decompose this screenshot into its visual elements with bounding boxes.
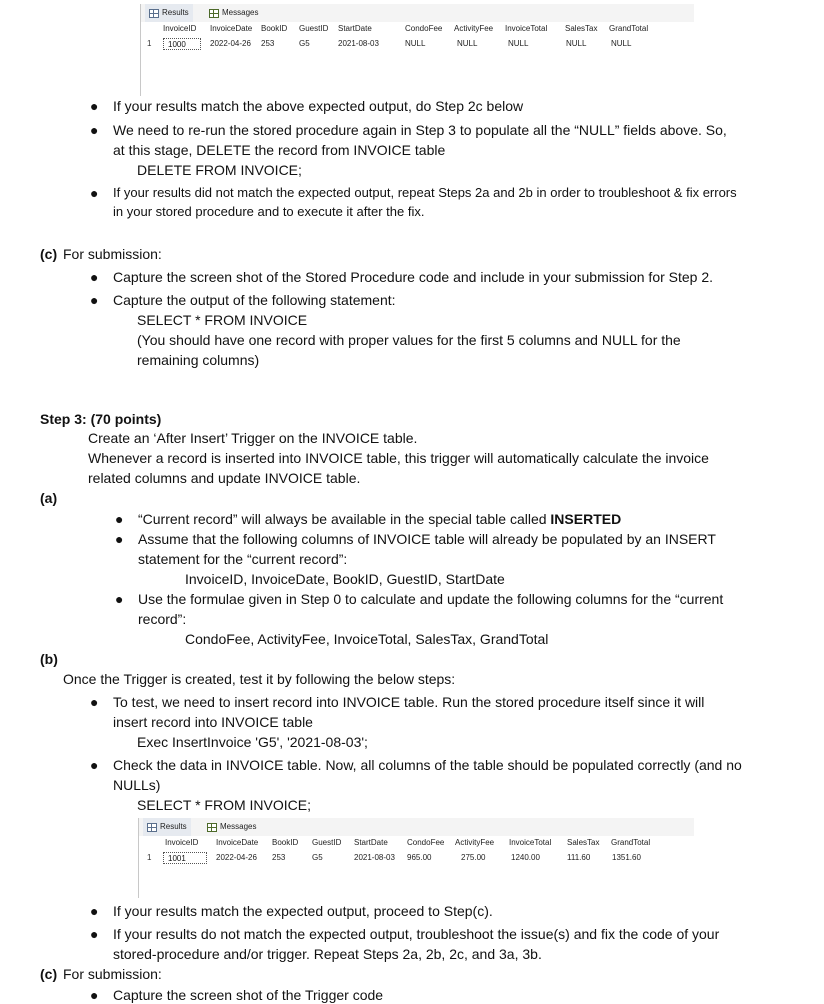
- step2-bullet-rerun-cont: at this stage, DELETE the record from INVOICE table: [113, 142, 446, 158]
- bullet-dot: ●: [90, 903, 99, 919]
- col-header[interactable]: GrandTotal: [609, 24, 649, 33]
- col-header[interactable]: StartDate: [354, 838, 388, 847]
- results-tabbar: [141, 4, 694, 22]
- table-cell[interactable]: 2021-08-03: [354, 853, 395, 862]
- step3-intro: Create an ‘After Insert’ Trigger on the INVOICE table.: [88, 430, 418, 446]
- table-cell[interactable]: 253: [272, 853, 286, 862]
- step3a-bullet-3-cont: record”:: [138, 611, 187, 627]
- messages-icon: [207, 823, 217, 832]
- col-header[interactable]: InvoiceTotal: [509, 838, 552, 847]
- table-cell[interactable]: 2021-08-03: [338, 39, 379, 48]
- table-cell[interactable]: 275.00: [461, 853, 486, 862]
- grid-icon: [147, 823, 157, 832]
- step3-bullet-troubleshoot-cont: stored-procedure and/or trigger. Repeat Steps 2a, 2b, 2c, and 3a, 3b.: [113, 946, 542, 962]
- step2-bullet-rerun: We need to re-run the stored procedure again in Step 3 to populate all the “NULL” fields above. So,: [113, 122, 727, 138]
- table-cell[interactable]: NULL: [611, 39, 632, 48]
- step3b-bullet-2-cont: NULLs): [113, 777, 161, 793]
- col-header[interactable]: ActivityFee: [455, 838, 495, 847]
- step3b-bullet-1: To test, we need to insert record into INVOICE table. Run the stored procedure itself since it will: [113, 694, 705, 710]
- step2c-title: For submission:: [63, 246, 162, 262]
- table-cell[interactable]: NULL: [566, 39, 587, 48]
- bullet-dot: ●: [90, 292, 99, 308]
- col-header[interactable]: BookID: [261, 24, 288, 33]
- bullet-dot: ●: [90, 926, 99, 942]
- step2c-label: (c): [40, 246, 58, 262]
- prepopulated-columns: InvoiceID, InvoiceDate, BookID, GuestID, StartDate: [185, 571, 505, 587]
- step3-intro: Whenever a record is inserted into INVOICE table, this trigger will automatically calculate the invoice: [88, 450, 709, 466]
- bullet-dot: ●: [115, 531, 124, 547]
- grid-icon: [149, 9, 159, 18]
- step3a-bullet-2: Assume that the following columns of INVOICE table will already be populated by an INSERT: [138, 531, 716, 547]
- tab-messages[interactable]: Messages: [203, 818, 260, 836]
- table-cell[interactable]: 965.00: [407, 853, 432, 862]
- results-tabbar: [139, 818, 694, 836]
- step3c-label: (c): [40, 966, 58, 982]
- col-header[interactable]: InvoiceID: [165, 838, 199, 847]
- bullet-dot: ●: [90, 694, 99, 710]
- results-grid-2: [138, 818, 694, 898]
- step3-title: Step 3: (70 points): [40, 411, 162, 427]
- table-cell[interactable]: NULL: [405, 39, 426, 48]
- col-header[interactable]: GrandTotal: [611, 838, 651, 847]
- step2c-note-cont: remaining columns): [137, 352, 260, 368]
- table-cell[interactable]: G5: [312, 853, 323, 862]
- table-cell[interactable]: 1351.60: [612, 853, 641, 862]
- col-header[interactable]: InvoiceDate: [216, 838, 259, 847]
- step3a-bullet-2-cont: statement for the “current record”:: [138, 551, 348, 567]
- col-header[interactable]: SalesTax: [565, 24, 598, 33]
- bullet-dot: ●: [115, 511, 124, 527]
- step3a-label: (a): [40, 490, 58, 506]
- messages-icon: [209, 9, 219, 18]
- calculated-columns: CondoFee, ActivityFee, InvoiceTotal, SalesTax, GrandTotal: [185, 631, 549, 647]
- col-header[interactable]: InvoiceDate: [210, 24, 253, 33]
- inserted-keyword: INSERTED: [550, 511, 622, 527]
- table-cell[interactable]: 253: [261, 39, 275, 48]
- col-header[interactable]: SalesTax: [567, 838, 600, 847]
- tab-results[interactable]: Results: [145, 4, 193, 22]
- step2-bullet-mismatch-cont: in your stored procedure and to execute it after the fix.: [113, 204, 425, 219]
- bullet-dot: ●: [90, 122, 99, 138]
- table-cell[interactable]: NULL: [457, 39, 478, 48]
- step3b-bullet-2: Check the data in INVOICE table. Now, all columns of the table should be populated correctly (and no: [113, 757, 742, 773]
- code-select: SELECT * FROM INVOICE: [137, 312, 308, 328]
- step3b-bullet-1-cont: insert record into INVOICE table: [113, 714, 313, 730]
- col-header[interactable]: GuestID: [299, 24, 329, 33]
- col-header[interactable]: CondoFee: [407, 838, 445, 847]
- bullet-dot: ●: [115, 591, 124, 607]
- bullet-dot: ●: [90, 185, 99, 201]
- col-header[interactable]: InvoiceTotal: [505, 24, 548, 33]
- step2c-bullet-2: Capture the output of the following statement:: [113, 292, 396, 308]
- table-cell[interactable]: 2022-04-26: [210, 39, 251, 48]
- step3-bullet-troubleshoot: If your results do not match the expected output, troubleshoot the issue(s) and fix the code of your: [113, 926, 720, 942]
- bullet-dot: ●: [90, 987, 99, 1003]
- col-header[interactable]: BookID: [272, 838, 299, 847]
- step3b-intro: Once the Trigger is created, test it by following the below steps:: [63, 671, 456, 687]
- table-cell[interactable]: G5: [299, 39, 310, 48]
- col-header[interactable]: StartDate: [338, 24, 372, 33]
- row-number: 1: [147, 853, 152, 862]
- step2c-bullet-1: Capture the screen shot of the Stored Procedure code and include in your submission for Step 2.: [113, 269, 714, 285]
- col-header[interactable]: GuestID: [312, 838, 342, 847]
- bullet-dot: ●: [90, 757, 99, 773]
- selected-cell[interactable]: 1000: [163, 38, 201, 50]
- tab-messages[interactable]: Messages: [205, 4, 262, 22]
- step2-bullet-mismatch: If your results did not match the expected output, repeat Steps 2a and 2b in order to troubleshoot & fix errors: [113, 185, 737, 200]
- step3c-bullet-1: Capture the screen shot of the Trigger code: [113, 987, 384, 1003]
- step3a-bullet-1: “Current record” will always be available in the special table called INSERTED: [138, 511, 622, 527]
- code-exec: Exec InsertInvoice 'G5', '2021-08-03';: [137, 734, 368, 750]
- step3c-title: For submission:: [63, 966, 162, 982]
- step2-bullet-match: If your results match the above expected output, do Step 2c below: [113, 98, 524, 114]
- step2c-note: (You should have one record with proper values for the first 5 columns and NULL for the: [137, 332, 681, 348]
- table-cell[interactable]: 111.60: [567, 853, 591, 862]
- step3b-label: (b): [40, 651, 58, 667]
- table-cell[interactable]: 1240.00: [511, 853, 540, 862]
- selected-cell[interactable]: 1001: [163, 852, 207, 864]
- col-header[interactable]: InvoiceID: [163, 24, 197, 33]
- bullet-dot: ●: [90, 269, 99, 285]
- bullet-dot: ●: [90, 98, 99, 114]
- step3-bullet-proceed: If your results match the expected output, proceed to Step(c).: [113, 903, 493, 919]
- code-select-2: SELECT * FROM INVOICE;: [137, 797, 311, 813]
- col-header[interactable]: ActivityFee: [454, 24, 494, 33]
- step3a-bullet-3: Use the formulae given in Step 0 to calculate and update the following columns for the “current: [138, 591, 724, 607]
- tab-results[interactable]: Results: [143, 818, 191, 836]
- table-cell[interactable]: NULL: [508, 39, 529, 48]
- code-delete: DELETE FROM INVOICE;: [137, 162, 302, 178]
- row-number: 1: [147, 39, 152, 48]
- col-header[interactable]: CondoFee: [405, 24, 443, 33]
- results-grid-1: [140, 4, 694, 96]
- step3-intro: related columns and update INVOICE table.: [88, 470, 361, 486]
- table-cell[interactable]: 2022-04-26: [216, 853, 257, 862]
